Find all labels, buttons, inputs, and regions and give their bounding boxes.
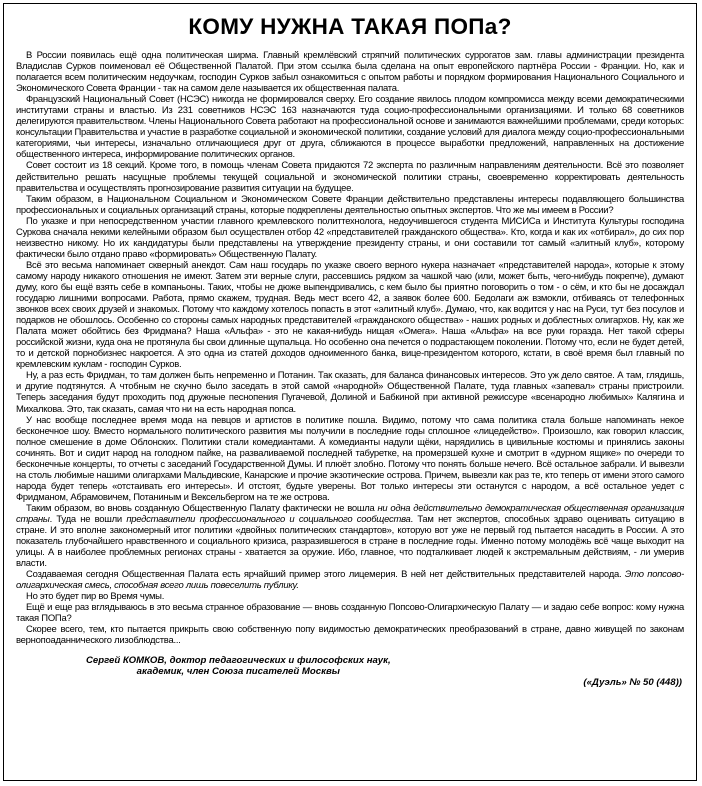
paragraph: Скорее всего, тем, кто пытается прикрыть свою собственную попу видимостью демократических преобразований в стране, давно живущей по законам вернопоаданнического лизоблюдства...	[16, 624, 684, 647]
paragraph	[16, 503, 684, 569]
article-footer	[16, 655, 684, 695]
paragraph: Совет состоит из 18 секций. Кроме того, в помощь членам Совета придаются 72 эксперта по различным направлениям деятельности. Всё это позволяет действительно решать насущные проблемы текущей социальной и экономической политики страны, своевременно корректировать деятельность правительства и осуществлять прогнозирование развития ситуации на будущее.	[16, 160, 684, 194]
paragraph: Французский Национальный Совет (НСЭС) никогда не формировался сверху. Его создание явилось плодом компромисса между всеми демократическими институтами страны и властью. Из 231 советников НСЭС 163 назначаются туда социо-профессиональными организациями. И только 68 советников делегируются правительством. Члены Национального Совета работают на профессиональной основе и занимаются важнейшими проблемами, среди которых: консультации Правительства и участие в разработке социальной и экономической политики, создание условий для диалога между социо-профессиональными категориями, чьи интересы, изначально отличающиеся друг от друга, сближаются в процессе выработки предложений, направленных на достижение общественного интереса, информирование политических органов.	[16, 94, 684, 161]
emphasis-text: Это попсово-олигархическая смесь, способная всего лишь повеселить публику.	[16, 569, 684, 592]
emphasis-text: ни одна действительно демократическая общественная организация страны	[16, 502, 684, 525]
paragraph: Ещё и еще раз вглядываюсь в это весьма странное образование — вновь созданную Попсово-Олигархическую Палату — и задаю себе вопрос: кому нужна такая ПОПа?	[16, 602, 684, 625]
author-line: академик, член Союза писателей Москвы	[136, 665, 340, 677]
article-body	[16, 50, 684, 647]
paragraph: По указке и при непосредственном участии главного кремлевского политтехнолога, недоучившегося студента МИСИСа и Института Культуры господина Суркова сначала некими келейными образом был осуществлен отбор 42 «представителей гражданского общества». Кто, когда и как их «отбирал», до сих пор неизвестно никому. Но их кандидатуры были представлены на утверждение президенту страны, и они составили тот самый «элитный клуб», которому фактически было отдано право «формировать» Общественную Палату.	[16, 215, 684, 260]
paragraph: Всё это весьма напоминает скверный анекдот. Сам наш государь по указке своего верного нукера назначает «представителей народа», которые к этому самому народу никакого отношения не имеют. Затем эти верные слуги, рассевшись рядком за чашкой чаю (или, может быть, чего-нибудь покрепче), думают думу, кого бы ещё взять себе в компаньоны. Таких, чтобы не дюже выпендривались, с кем было бы приятно поговорить о том - о сём, и кто бы не досаждал государю лишними вопросами. Работа, прямо скажем, трудная. Ведь мест всего 42, а заявок более 600. Бедолаги аж взмокли, отбиваясь от телефонных звонков всех своих друзей и знакомых. Потому что каждому хотелось попасть в этот «элитный клуб». Думаю, что, как водится у нас на Руси, тут без посулов и подарков не обошлось. Особенно со стороны самых народных представителей «гражданского общества» - наших родных и доблестных олигархов. Ну, как же Палата может обойтись без Фридмана? Наша «Альфа» - это не какая-нибудь нищая «Омега». Наша «Альфа» на все руки горазда. Нет такой сферы российской жизни, куда она не протянула бы свои длинные щупальца. Но особенно она печется о подрастающем поколении. Потому что, если не будет детей, то и детской порнобизнес накроется. А это одна из статей доходов одноименного банка, вице-президентом которого, кстати, в своё время был главный по кремлевским куклам - господин Сурков.	[16, 259, 684, 371]
paragraph-text: . Там нет экспертов, способных здраво оценивать ситуацию в стране. И это вполне закономерный итог политики «двойных политических стандартов», которую вот уже не первый год пытается насадить в России. А это показатель глубочайшего нравственного и социального кризиса, разразившегося в стране в последние годы. Именно потому молодёжь всё чаще выходит на улицы. А в наиболее проблемных регионах страны - хватается за оружие. Ибо, главное, что подталкивает людей к экстремальным действиям, - ли умерив власти.	[16, 513, 684, 570]
paragraph	[16, 569, 684, 591]
author-line: Сергей КОМКОВ, доктор педагогических и философских наук,	[86, 654, 391, 666]
source-citation: («Дуэль» № 50 (448))	[583, 676, 682, 688]
paragraph-text: . Туда не вошли	[49, 513, 127, 525]
paragraph: Но это будет пир во Время чумы.	[26, 591, 165, 603]
paragraph: В России появилась ещё одна политическая ширма. Главный кремлёвский стряпчий политических суррогатов зам. главы администрации президента Владислав Сурков поименовал её Общественной Палатой. При этом ссылка была сделана на опыт европейского партнёра России - Франции. Но, как и полагается всем политическим недоучкам, господин Сурков забыл ознакомиться с опытом работы и порядком формирования Национального Социального и Экономического Совета Франции - так на самом деле называется их общественная палата.	[16, 50, 684, 95]
emphasis-text: представители профессионального и социального сообщества	[126, 513, 411, 525]
paragraph: Ну, а раз есть Фридман, то там должен быть непременно и Потанин. Так сказать, для баланса финансовых интересов. Это уж дело святое. А там, глядишь, и другие подтянутся. А чтобным не скучно было заседать в этой самой «народной» Общественной Палате, туда главных «запевал» страны пристроили. Теперь заседания будут проходить под дружные песнопения Пугачевой, Долиной и Бабкиной при активной режиссуре «всенародно любимых» Калягина и Михалкова. Это, так сказать, самая что ни на есть народная попса.	[16, 370, 684, 415]
paragraph-text: Таким образом, во вновь созданную Общественную Палату фактически не вошла	[26, 502, 378, 514]
article-title: КОМУ НУЖНА ТАКАЯ ПОПа?	[188, 14, 512, 39]
author-signature	[86, 655, 391, 677]
article-frame	[3, 3, 697, 781]
paragraph: У нас вообще последнее время мода на певцов и артистов в политике пошла. Видимо, потому что сама политика стала больше напоминать некое бесконечное шоу. Вместо нормального политического развития мы получили в последние годы сплошное «лицедейство». Произошло, как говорил классик, полное смешение в доме Облонских. Политики стали комедиантами. А комедианты надули щёки, нарядились в цивильные костюмы и принялись законы сочинять. Вот и сидит народ на голодном пайке, на разваливаемой последней табуретке, на промерзшей кухне и смотрит в «дурном ящике» по очереди то бесконечные концерты, то отчеты с заседаний Государственной Думы. И плюёт злобно. Потому что понять больше нечего. Всё остальное забрали. И вывезли на столь любимые нашими олигархами Мальдивские, Канарские и прочие экзотические острова. Причем, вывезли как раз те, кто теперь от имени этого самого народа будет теперь «отстаивать его интересы». И отстоят, будьте уверены. Вот только интересы эти останутся с народом, а всё остальное уедет с Фридманом, Абрамовичем, Потаниным и Вексельбергом на те же острова.	[16, 414, 684, 503]
paragraph: Таким образом, в Национальном Социальном и Экономическом Совете Франции действительно представлены интересы подавляющего большинства профессиональных и социальных организаций страны, которые подкреплены деятельностью опытных экспертов. Что же мы имеем в России?	[16, 193, 684, 216]
paragraph-text: Создаваемая сегодня Общественная Палата есть ярчайший пример этого лицемерия. В ней нет действительных представителей народа.	[26, 569, 625, 581]
